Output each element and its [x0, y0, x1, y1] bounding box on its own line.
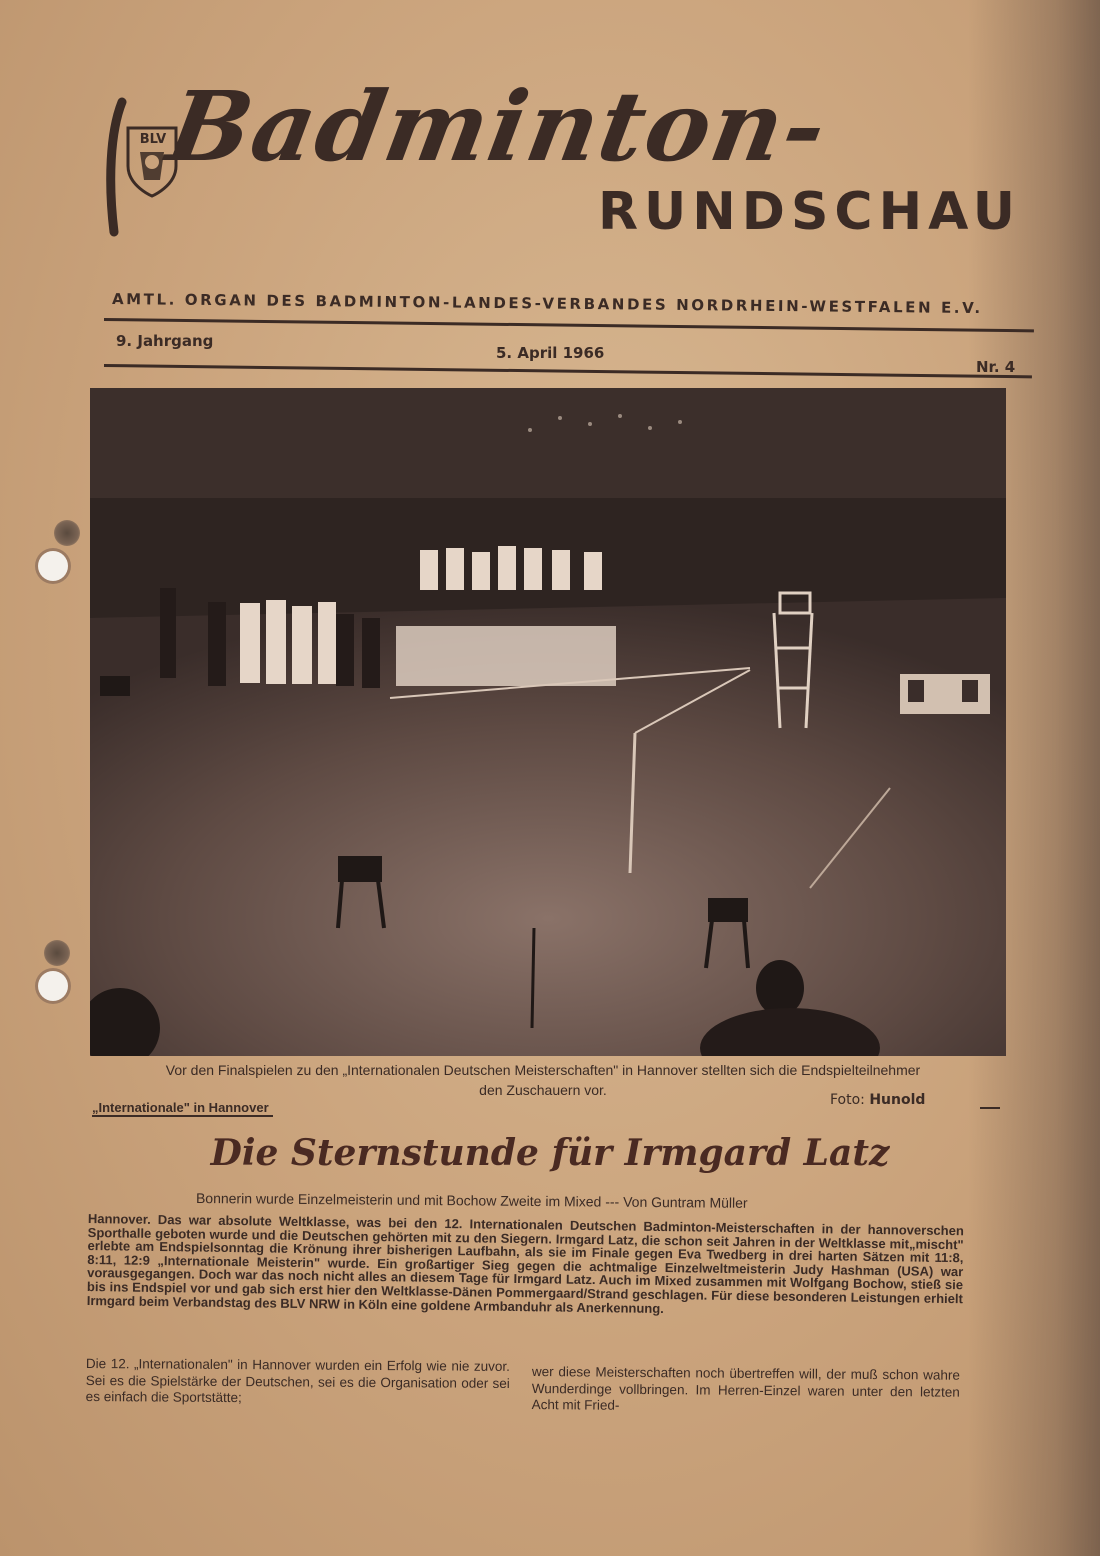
article-headline: Die Sternstunde für Irmgard Latz	[210, 1132, 890, 1174]
photo-credit-name: Hunold	[869, 1092, 926, 1108]
masthead-title-block: RUNDSCHAU	[598, 182, 1021, 242]
article-column-1: Die 12. „Internationalen" in Hannover wurden ein Erfolg wie nie zuvor. Sei es die Spielstärke der Deutschen, sei es die Organisation oder sei es einfach die Sportstätte;	[85, 1356, 510, 1406]
article-subline: Bonnerin wurde Einzelmeisterin und mit Bochow Zweite im Mixed --- Von Guntram Müller	[195, 1190, 748, 1211]
section-tag: „Internationale" in Hannover	[92, 1100, 273, 1117]
issue-date: 5. April 1966	[496, 344, 605, 362]
logo-text: BLV	[139, 132, 167, 147]
rust-stain	[44, 940, 70, 966]
photo-credit-label: Foto:	[830, 1092, 865, 1108]
issue-number: Nr. 4	[976, 358, 1016, 376]
article-lead: Hannover. Das war absolute Weltklasse, was bei den 12. Internationalen Deutschen Badminton-Meisterschaften in der hannoverschen Sporthalle geboten wurde und die Deutschen gehörten mit zu den Siegern. Irmgard Latz, die schon seit Jahren in der Weltklasse mit„mischt" erlebte am Endspielsonntag die Krönung ihrer bisherigen Laufbahn, als sie im Finale gegen Eva Twedberg in drei harten Sätzen mit 11:8, 8:11, 12:9 „Internationale Meisterin" wurde. Ein großartiger Sieg gegen die achtmalige Einzelweltmeisterin Judy Hashman (USA) war vorausgegangen. Doch war das noch nicht alles an diesem Tage für Irmgard Latz. Auch im Mixed zusammen mit Wolfgang Bochow, stieß sie bis ins Endspiel vor und gab sich erst hier den Weltklasse-Dänen Pommergaard/Strand geschlagen. Für diese besonderen Leistungen erhielt Irmgard beim Verbandstag des BLV NRW in Köln eine goldene Armbanduhr als Anerkennung.	[86, 1211, 964, 1316]
article-column-2: wer diese Meisterschaften noch übertreffen will, der muß schon wahre Wunderdinge vollbringen. Im Herren-Einzel waren unter den letzten Acht mit Fried-	[531, 1364, 960, 1413]
punch-hole-middle	[38, 971, 68, 1001]
credit-rule	[980, 1107, 1000, 1109]
photo-caption-line1: Vor den Finalspielen zu den „Internationalen Deutschen Meisterschaften" in Hannover stellten sich die Endspielteilnehmer	[165, 1062, 921, 1078]
masthead-title-script: Badminton-	[160, 70, 837, 183]
volume-label: 9. Jahrgang	[116, 332, 214, 350]
photo-caption-line2: den Zuschauern vor.	[479, 1082, 607, 1098]
photo-credit	[830, 1092, 925, 1108]
punch-hole-top	[38, 551, 68, 581]
masthead-rule-top	[104, 318, 1034, 332]
organ-line: AMTL. ORGAN DES BADMINTON-LANDES-VERBANDES NORDRHEIN-WESTFALEN E.V.	[111, 290, 983, 318]
masthead-rule-bottom	[104, 364, 1032, 378]
photo-finalists-lineup	[90, 388, 1006, 1056]
rust-stain	[54, 520, 80, 546]
